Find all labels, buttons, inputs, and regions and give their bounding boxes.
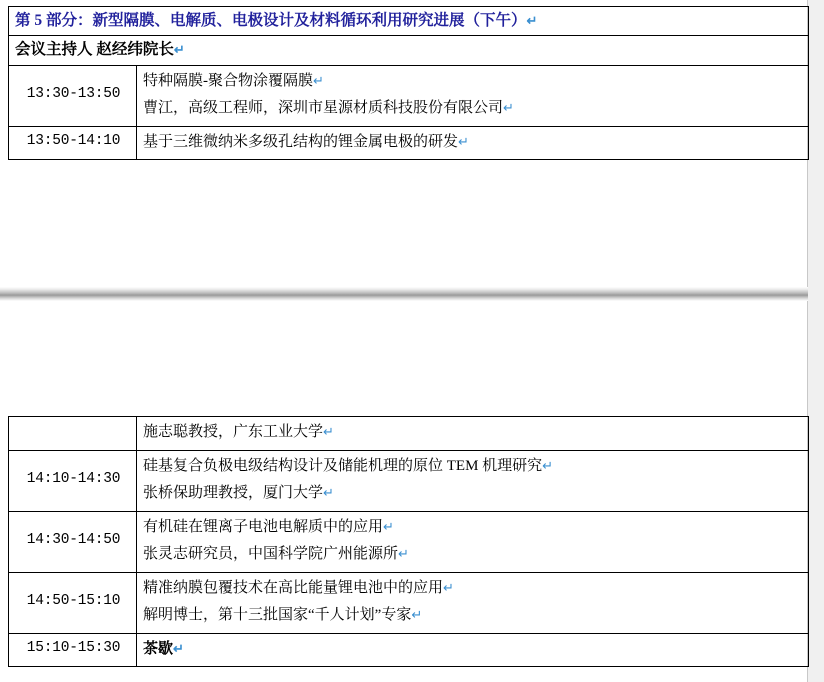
pilcrow-icon: ↵ — [323, 485, 334, 500]
session-speaker — [143, 95, 804, 123]
session-speaker-text: 张灵志研究员，中国科学院广州能源所 — [143, 546, 399, 562]
table-row — [9, 572, 809, 633]
session-cell — [137, 126, 809, 160]
section-title-text: 第 5 部分：新型隔膜、电解质、电极设计及材料循环利用研究进展（下午） — [15, 12, 527, 29]
session-topic-text: 精准纳膜包覆技术在高比能量锂电池中的应用 — [143, 579, 444, 596]
session-topic-text: 特种隔膜-聚合物涂覆隔膜 — [143, 72, 313, 89]
session-cell — [137, 572, 809, 633]
pilcrow-icon: ↵ — [526, 13, 538, 28]
table-row — [9, 65, 809, 126]
table-row — [9, 511, 809, 572]
agenda-table-top — [8, 6, 809, 160]
pilcrow-icon: ↵ — [173, 640, 184, 656]
pilcrow-icon: ↵ — [398, 546, 409, 561]
time-cell: 14:50-15:10 — [9, 572, 137, 633]
session-topic-text: 基于三维微纳米多级孔结构的锂金属电极的研发 — [143, 133, 459, 150]
session-cell — [137, 417, 809, 451]
section-title-cell — [9, 7, 809, 36]
time-cell: 13:30-13:50 — [9, 65, 137, 126]
time-cell: 14:30-14:50 — [9, 511, 137, 572]
session-topic — [143, 575, 804, 603]
pilcrow-icon: ↵ — [458, 133, 469, 149]
host-text: 会议主持人 赵经纬院长 — [15, 41, 174, 59]
time-cell — [9, 417, 137, 451]
session-cell — [137, 633, 809, 667]
pilcrow-icon: ↵ — [313, 72, 324, 88]
table-row-section-title — [9, 7, 809, 36]
time-cell: 15:10-15:30 — [9, 633, 137, 667]
pilcrow-icon: ↵ — [542, 457, 554, 473]
page-break-separator — [0, 287, 808, 301]
session-cell — [137, 65, 809, 126]
session-speaker — [143, 419, 804, 447]
table-row — [9, 126, 809, 160]
session-topic-text: 有机硅在锂离子电池电解质中的应用 — [143, 518, 384, 535]
table-row — [9, 633, 809, 667]
session-speaker — [143, 602, 804, 630]
session-topic — [143, 636, 804, 664]
table-row-host — [9, 36, 809, 65]
session-topic-text: 硅基复合负极电级结构设计及储能机理的原位 TEM 机理研究 — [143, 457, 543, 474]
session-cell — [137, 450, 809, 511]
table-row — [9, 417, 809, 451]
pilcrow-icon: ↵ — [411, 607, 423, 622]
session-topic — [143, 129, 804, 157]
session-speaker-text: 解明博士，第十三批国家“千人计划”专家 — [143, 607, 412, 623]
session-topic-text: 茶歇 — [143, 640, 174, 657]
session-speaker-text: 曹江，高级工程师，深圳市星源材质科技股份有限公司 — [143, 100, 504, 116]
table-row — [9, 450, 809, 511]
page-right-edge — [807, 0, 824, 682]
session-speaker-text: 张桥保助理教授，厦门大学 — [143, 485, 324, 501]
session-topic — [143, 514, 804, 542]
pilcrow-icon: ↵ — [503, 100, 514, 115]
session-speaker-text: 施志聪教授，广东工业大学 — [143, 424, 324, 440]
agenda-table-bottom — [8, 416, 809, 667]
session-speaker — [143, 480, 804, 508]
session-speaker — [143, 541, 804, 569]
time-cell: 13:50-14:10 — [9, 126, 137, 160]
session-topic — [143, 453, 804, 481]
pilcrow-icon: ↵ — [323, 424, 334, 439]
pilcrow-icon: ↵ — [443, 579, 454, 595]
time-cell: 14:10-14:30 — [9, 450, 137, 511]
session-cell — [137, 511, 809, 572]
session-topic — [143, 68, 804, 96]
host-cell — [9, 36, 809, 65]
pilcrow-icon: ↵ — [173, 42, 185, 58]
pilcrow-icon: ↵ — [383, 518, 394, 534]
